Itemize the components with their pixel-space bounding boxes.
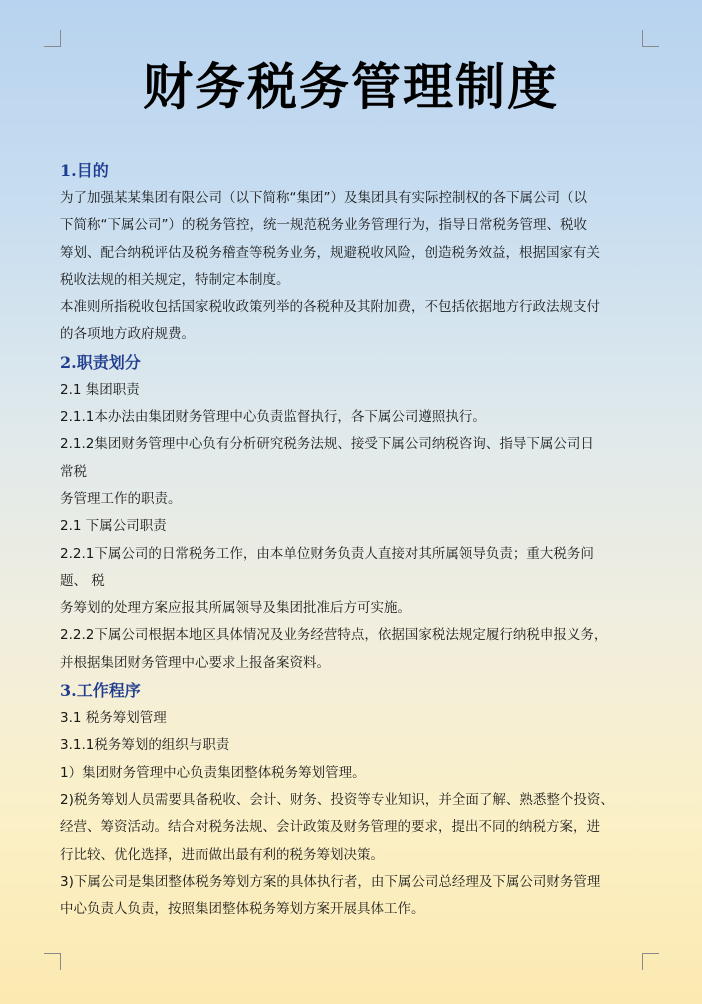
- section-3: [60, 677, 648, 923]
- page-corner-mark-bottom-right: [642, 953, 659, 970]
- body-text-line: 税收法规的相关规定，特制定本制度。: [60, 271, 290, 288]
- body-text-line: 筹划、配合纳税评估及税务稽查等税务业务，规避税收风险，创造税务效益，根据国家有关: [60, 244, 600, 261]
- body-text-line: 下简称“下属公司”）的税务管控，统一规范税务业务管理行为，指导日常税务管理、税收: [60, 217, 587, 234]
- body-text-line: 2.1 下属公司职责: [60, 518, 167, 535]
- section-2: [60, 349, 648, 677]
- body-text-line: 务管理工作的职责。: [60, 490, 182, 507]
- document-body: [60, 157, 648, 923]
- body-text-line: 并根据集团财务管理中心要求上报备案资料。: [60, 654, 330, 671]
- body-text-line: 2.2.1下属公司的日常税务工作，由本单位财务负责人直接对其所属领导负责；重大税务问: [60, 545, 594, 562]
- section-1: [60, 157, 648, 349]
- body-text-line: 中心负责人负责，按照集团整体税务筹划方案开展具体工作。: [60, 901, 425, 918]
- body-text-line: 本准则所指税收包括国家税收政策列举的各税种及其附加费，不包括依据地方行政法规支付: [60, 299, 600, 316]
- body-text-line: 题、 税: [60, 572, 105, 589]
- body-text-line: 2.2.2下属公司根据本地区具体情况及业务经营特点，依据国家税法规定履行纳税申报义务，: [60, 627, 608, 644]
- body-text-line: 3.1.1税务筹划的组织与职责: [60, 737, 230, 754]
- body-text-line: 经营、筹资活动。结合对税务法规、会计政策及财务管理的要求，提出不同的纳税方案，进: [60, 819, 600, 836]
- section-heading: 3.工作程序: [60, 681, 141, 701]
- body-text-line: 3)下属公司是集团整体税务筹划方案的具体执行者，由下属公司总经理及下属公司财务管理: [60, 873, 601, 890]
- body-text-line: 行比较、优化选择，进而做出最有利的税务筹划决策。: [60, 846, 384, 863]
- body-text-line: 为了加强某某集团有限公司（以下简称“集团”）及集团具有实际控制权的各下属公司（以: [60, 190, 587, 206]
- page-corner-mark-top-right: [642, 30, 659, 47]
- body-text-line: 2)税务筹划人员需要具备税收、会计、财务、投资等专业知识，并全面了解、熟悉整个投资、: [60, 791, 614, 808]
- body-text-line: 2.1.1本办法由集团财务管理中心负责监督执行，各下属公司遵照执行。: [60, 409, 486, 426]
- body-text-line: 2.1 集团职责: [60, 381, 140, 398]
- page-corner-mark-top-left: [44, 30, 61, 47]
- page-corner-mark-bottom-left: [44, 953, 61, 970]
- section-heading: 2.职责划分: [60, 352, 141, 372]
- body-text-line: 2.1.2集团财务管理中心负有分析研究税务法规、接受下属公司纳税咨询、指导下属公司日: [60, 436, 594, 453]
- body-text-line: 常税: [60, 463, 87, 480]
- body-text-line: 1）集团财务管理中心负责集团整体税务筹划管理。: [60, 764, 366, 781]
- document-title: 财务税务管理制度: [143, 57, 559, 116]
- body-text-line: 的各项地方政府规费。: [60, 326, 195, 343]
- body-text-line: 3.1 税务筹划管理: [60, 710, 167, 727]
- section-heading: 1.目的: [60, 161, 109, 180]
- body-text-line: 务筹划的处理方案应报其所属领导及集团批准后方可实施。: [60, 600, 411, 617]
